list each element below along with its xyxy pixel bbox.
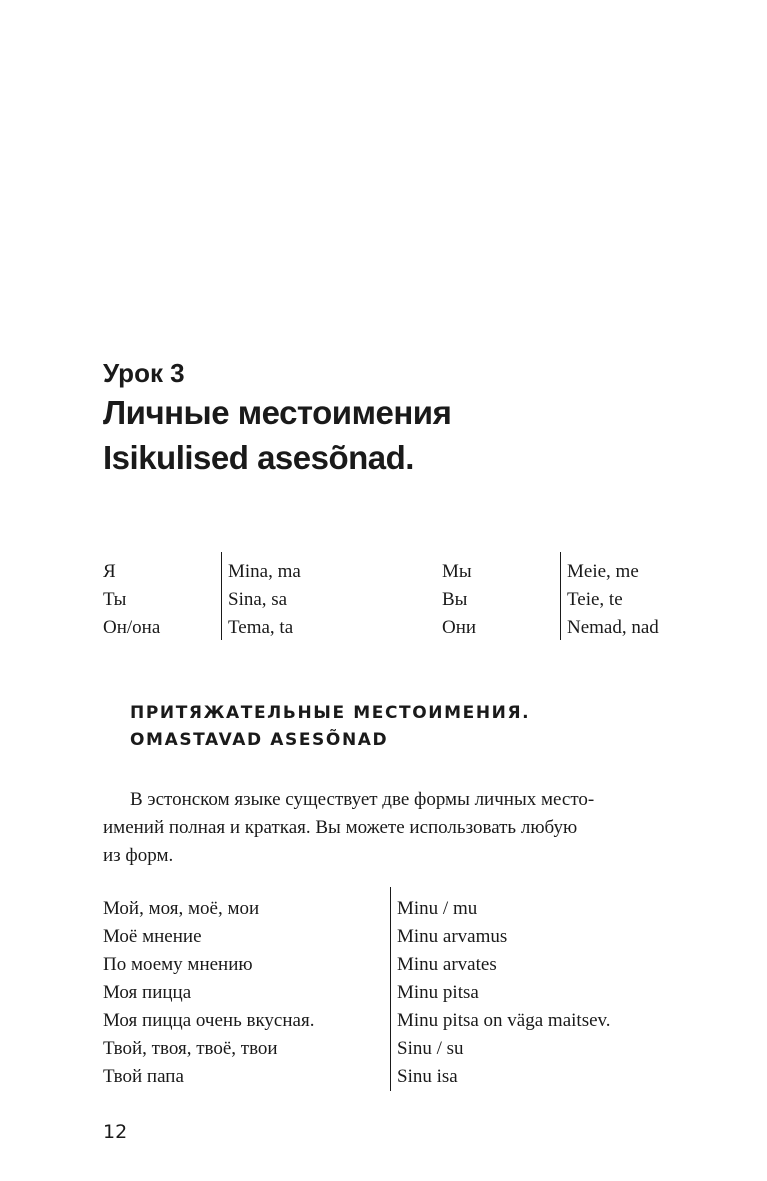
- phrase-ru: Моя пицца: [103, 982, 192, 1003]
- paragraph-line: имений полная и краткая. Вы можете использовать любую: [103, 817, 578, 838]
- pronoun-ru: Я: [103, 561, 116, 582]
- phrase-ru: Моё мнение: [103, 926, 202, 947]
- phrase-et: Minu pitsa on väga maitsev.: [397, 1010, 611, 1031]
- phrase-et: Minu pitsa: [397, 982, 479, 1003]
- phrase-et: Sinu isa: [397, 1066, 458, 1087]
- column-divider: [560, 552, 561, 640]
- pronoun-et: Mina, ma: [228, 561, 301, 582]
- table-row: [0, 895, 767, 923]
- pronoun-ru: Ты: [103, 589, 127, 610]
- pronoun-ru: Он/она: [103, 617, 161, 638]
- section-heading-line: ПРИТЯЖАТЕЛЬНЫЕ МЕСТОИМЕНИЯ.: [130, 703, 531, 723]
- phrase-et: Minu arvates: [397, 954, 497, 975]
- pronoun-ru: Мы: [442, 561, 472, 582]
- table-row: [0, 951, 767, 979]
- phrase-ru: По моему мнению: [103, 954, 253, 975]
- paragraph-line: В эстонском языке существует две формы личных место-: [130, 789, 595, 810]
- paragraph-line: из форм.: [103, 845, 174, 866]
- pronoun-et: Tema, ta: [228, 617, 294, 638]
- table-row: [0, 1063, 767, 1091]
- phrase-ru: Твой, твоя, твоё, твои: [103, 1038, 278, 1059]
- pronoun-et: Teie, te: [567, 589, 623, 610]
- pronoun-et: Nemad, nad: [567, 617, 659, 638]
- section-heading-line: OMASTAVAD ASESÕNAD: [130, 730, 389, 750]
- section-heading: [130, 700, 530, 754]
- pronoun-et: Sina, sa: [228, 589, 288, 610]
- table-row: [0, 1007, 767, 1035]
- lesson-label: Урок 3: [103, 358, 185, 388]
- phrase-ru: Мой, моя, моё, мои: [103, 898, 260, 919]
- pronoun-ru: Они: [442, 617, 477, 638]
- pronoun-ru: Вы: [442, 589, 468, 610]
- table-row: [0, 1035, 767, 1063]
- phrase-et: Sinu / su: [397, 1038, 464, 1059]
- phrase-ru: Моя пицца очень вкусная.: [103, 1010, 315, 1031]
- page-number: 12: [103, 1121, 128, 1143]
- lesson-title-ru: Личные местоимения: [103, 394, 452, 431]
- table-row: [0, 923, 767, 951]
- table-row: [0, 979, 767, 1007]
- phrase-et: Minu arvamus: [397, 926, 508, 947]
- phrase-ru: Твой папа: [103, 1066, 184, 1087]
- personal-pronouns-table: [0, 558, 767, 646]
- lesson-title-et: Isikulised asesõnad.: [103, 439, 414, 476]
- column-divider: [221, 552, 222, 640]
- phrase-et: Minu / mu: [397, 898, 478, 919]
- intro-paragraph: [103, 786, 683, 870]
- pronoun-et: Meie, me: [567, 561, 639, 582]
